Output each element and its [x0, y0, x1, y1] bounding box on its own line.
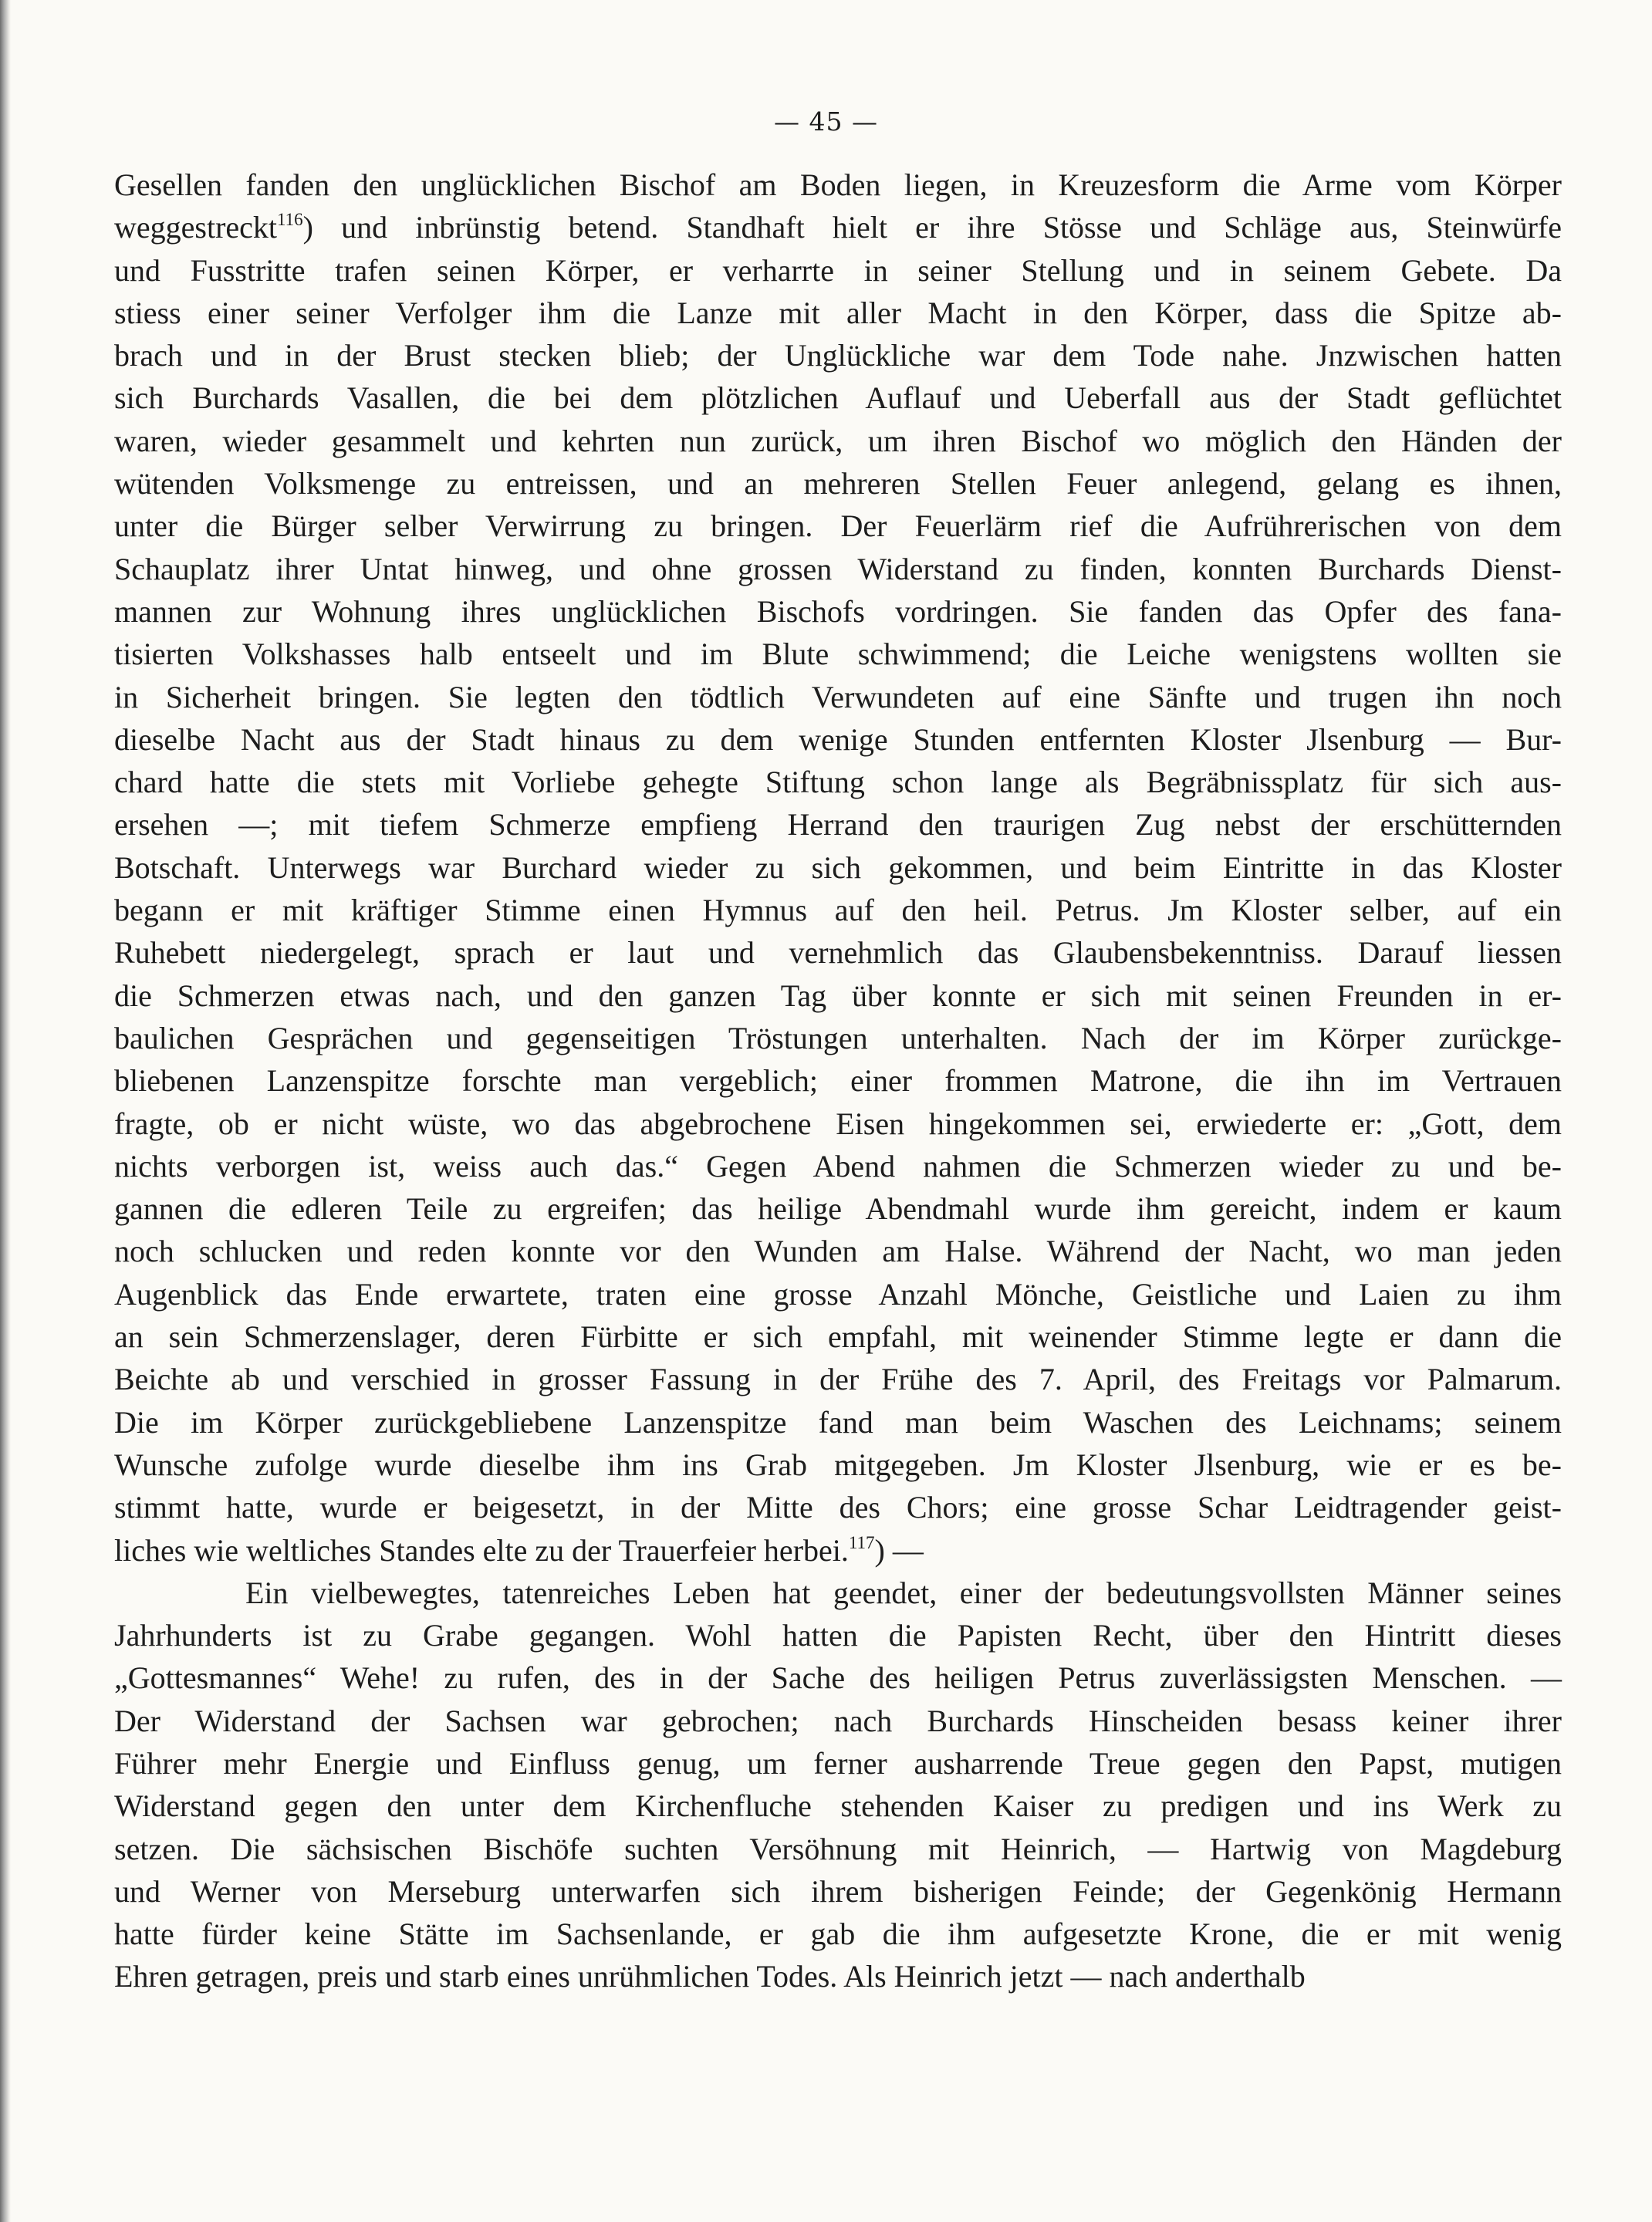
- text-segment: Beichte ab und verschied in grosser Fassung in der Frühe des 7. April, des Freitags vor Palmarum.: [114, 1362, 1562, 1397]
- text-segment: Ruhebett niedergelegt, sprach er laut und vernehmlich das Glaubensbekenntniss. Darauf liessen: [114, 935, 1562, 971]
- text-segment: begann er mit kräftiger Stimme einen Hymnus auf den heil. Petrus. Jm Kloster selber, auf ein: [114, 893, 1562, 928]
- text-segment: Der Widerstand der Sachsen war gebrochen; nach Burchards Hinscheiden besass keiner ihrer: [114, 1703, 1562, 1738]
- body-text: [114, 164, 1562, 1998]
- text-segment: hatte fürder keine Stätte im Sachsenlande, er gab die ihm aufgesetzte Krone, die er mit wenig: [114, 1916, 1562, 1952]
- text-line: [114, 505, 1562, 547]
- footnote-marker: 116: [277, 210, 303, 230]
- text-line: [114, 1315, 1562, 1358]
- text-segment: ersehen —; mit tiefem Schmerze empfieng Herrand den traurigen Zug nebst der erschütternden: [114, 807, 1562, 843]
- text-line: [114, 1145, 1562, 1187]
- text-segment: Augenblick das Ende erwartete, traten eine grosse Anzahl Mönche, Geistliche und Laien zu ihm: [114, 1276, 1562, 1312]
- text-segment: „Gottesmannes“ Wehe! zu rufen, des in der Sache des heiligen Petrus zuverlässigsten Menschen. —: [114, 1660, 1562, 1696]
- text-line: [114, 590, 1562, 633]
- text-line: [114, 1614, 1562, 1656]
- text-segment: unter die Bürger selber Verwirrung zu bringen. Der Feuerlärm rief die Aufrührerischen von dem: [114, 508, 1562, 544]
- text-segment: mannen zur Wohnung ihres unglücklichen Bischofs vordringen. Sie fanden das Opfer des fana-: [114, 593, 1562, 629]
- text-segment: baulichen Gesprächen und gegenseitigen Tröstungen unterhalten. Nach der im Körper zurückge-: [114, 1020, 1562, 1055]
- text-line: [114, 1529, 1562, 1572]
- text-segment: stiess einer seiner Verfolger ihm die Lanze mit aller Macht in den Körper, dass die Spitze ab-: [114, 295, 1562, 330]
- text-segment: nichts verborgen ist, weiss auch das.“ Gegen Abend nahmen die Schmerzen wieder zu und be-: [114, 1148, 1562, 1184]
- text-segment: dieselbe Nacht aus der Stadt hinaus zu dem wenige Stunden entfernten Kloster Jlsenburg — Bur-: [114, 721, 1562, 757]
- text-line: [114, 1444, 1562, 1486]
- text-line: [114, 249, 1562, 292]
- text-segment: gannen die edleren Teile zu ergreifen; das heilige Abendmahl wurde ihm gereicht, indem er kaum: [114, 1191, 1562, 1227]
- text-line: [114, 761, 1562, 803]
- text-line: [114, 206, 1562, 248]
- text-segment: sich Burchards Vasallen, die bei dem plötzlichen Auflauf und Ueberfall aus der Stadt geflüchtet: [114, 380, 1562, 416]
- text-segment: und Fusstritte trafen seinen Körper, er verharrte in seiner Stellung und in seinem Gebete. Da: [114, 252, 1562, 288]
- text-segment: in Sicherheit bringen. Sie legten den tödtlich Verwundeten auf eine Sänfte und trugen ihn noch: [114, 679, 1562, 714]
- text-segment: ) —: [874, 1532, 924, 1568]
- text-line: [114, 1700, 1562, 1742]
- text-line: [114, 1486, 1562, 1528]
- text-segment: Führer mehr Energie und Einfluss genug, um ferner ausharrende Treue gegen den Papst, mutigen: [114, 1745, 1562, 1781]
- text-line: [114, 1742, 1562, 1785]
- text-segment: Wunsche zufolge wurde dieselbe ihm ins Grab mitgegeben. Jm Kloster Jlsenburg, wie er es be-: [114, 1447, 1562, 1482]
- text-line: [114, 1103, 1562, 1145]
- text-line: [114, 1828, 1562, 1870]
- text-line: [114, 164, 1562, 206]
- text-line: [114, 1017, 1562, 1059]
- text-line: [114, 676, 1562, 718]
- text-segment: Gesellen fanden den unglücklichen Bischof am Boden liegen, in Kreuzesform die Arme vom Körper: [114, 167, 1562, 202]
- paragraph: [114, 1572, 1562, 1998]
- text-line: [114, 846, 1562, 889]
- text-line: [114, 548, 1562, 590]
- text-line: [114, 1572, 1562, 1614]
- text-line: [114, 1656, 1562, 1699]
- text-segment: bliebenen Lanzenspitze forschte man vergeblich; einer frommen Matrone, die ihn im Vertrauen: [114, 1063, 1562, 1099]
- text-line: [114, 1401, 1562, 1444]
- text-segment: Die im Körper zurückgebliebene Lanzenspitze fand man beim Waschen des Leichnams; seinem: [114, 1404, 1562, 1440]
- text-segment: liches wie weltliches Standes elte zu der Trauerfeier herbei.: [114, 1532, 849, 1568]
- text-line: [114, 1273, 1562, 1315]
- text-line: [114, 420, 1562, 462]
- text-segment: noch schlucken und reden konnte vor den Wunden am Halse. Während der Nacht, wo man jeden: [114, 1234, 1562, 1269]
- text-segment: Widerstand gegen den unter dem Kirchenfluche stehenden Kaiser zu predigen und ins Werk zu: [114, 1788, 1562, 1824]
- text-segment: ) und inbrünstig betend. Standhaft hielt er ihre Stösse und Schläge aus, Steinwürfe: [302, 210, 1562, 245]
- text-line: [114, 633, 1562, 675]
- text-segment: brach und in der Brust stecken blieb; der Unglückliche war dem Tode nahe. Jnzwischen hatten: [114, 338, 1562, 373]
- text-line: [114, 1187, 1562, 1230]
- text-line: [114, 1358, 1562, 1400]
- text-line: [114, 1059, 1562, 1102]
- text-line: [114, 803, 1562, 846]
- text-segment: die Schmerzen etwas nach, und den ganzen Tag über konnte er sich mit seinen Freunden in er-: [114, 978, 1562, 1013]
- text-segment: und Werner von Merseburg unterwarfen sich ihrem bisherigen Feinde; der Gegenkönig Hermann: [114, 1873, 1562, 1909]
- text-line: [114, 334, 1562, 377]
- text-line: [114, 889, 1562, 931]
- text-line: [114, 292, 1562, 334]
- text-segment: stimmt hatte, wurde er beigesetzt, in der Mitte des Chors; eine grosse Schar Leidtragender geist-: [114, 1490, 1562, 1525]
- text-line: [114, 974, 1562, 1017]
- text-segment: Jahrhunderts ist zu Grabe gegangen. Wohl hatten die Papisten Recht, über den Hintritt dieses: [114, 1618, 1562, 1653]
- text-segment: Botschaft. Unterwegs war Burchard wieder zu sich gekommen, und beim Eintritte in das Kloster: [114, 849, 1562, 885]
- text-segment: an sein Schmerzenslager, deren Fürbitte er sich empfahl, mit weinender Stimme legte er dann die: [114, 1319, 1562, 1355]
- page-number: — 45 —: [774, 106, 878, 137]
- text-segment: Schauplatz ihrer Untat hinweg, und ohne grossen Widerstand zu finden, konnten Burchards Dienst-: [114, 551, 1562, 586]
- text-line: [114, 1785, 1562, 1827]
- text-segment: setzen. Die sächsischen Bischöfe suchten Versöhnung mit Heinrich, — Hartwig von Magdeburg: [114, 1831, 1562, 1866]
- text-line: [114, 1230, 1562, 1272]
- text-line: [114, 1870, 1562, 1913]
- text-line: [114, 718, 1562, 761]
- text-segment: wütenden Volksmenge zu entreissen, und an mehreren Stellen Feuer anlegend, gelang es ihnen,: [114, 466, 1562, 501]
- text-segment: weggestreckt: [114, 210, 278, 245]
- page-binding-edge: [0, 0, 11, 2222]
- footnote-marker: 117: [848, 1532, 875, 1552]
- text-line: [114, 462, 1562, 505]
- text-segment: waren, wieder gesammelt und kehrten nun zurück, um ihren Bischof wo möglich den Händen der: [114, 423, 1562, 458]
- text-segment: Ehren getragen, preis und starb eines unrühmlichen Todes. Als Heinrich jetzt — nach anderthalb: [114, 1959, 1306, 1994]
- text-line: [114, 1913, 1562, 1955]
- text-segment: fragte, ob er nicht wüste, wo das abgebrochene Eisen hingekommen sei, erwiederte er: „Gott, dem: [114, 1106, 1562, 1141]
- text-segment: Ein vielbewegtes, tatenreiches Leben hat geendet, einer der bedeutungsvollsten Männer seines: [245, 1575, 1562, 1610]
- text-segment: chard hatte die stets mit Vorliebe gehegte Stiftung schon lange als Begräbnissplatz für sich aus-: [114, 765, 1562, 800]
- text-line: [114, 931, 1562, 974]
- text-segment: tisierten Volkshasses halb entseelt und im Blute schwimmend; die Leiche wenigstens wollten sie: [114, 637, 1562, 672]
- text-line: [114, 1955, 1562, 1997]
- paragraph: [114, 164, 1562, 1572]
- text-line: [114, 377, 1562, 419]
